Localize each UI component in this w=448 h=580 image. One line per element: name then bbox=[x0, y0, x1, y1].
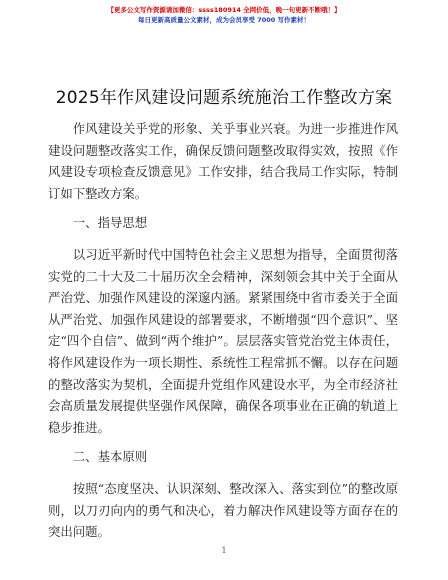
document-title: 2025年作风建设问题系统施治工作整改方案 bbox=[55, 88, 393, 108]
intro-paragraph: 作风建设关乎党的形象、关乎事业兴衰。为进一步推进作风建设问题整改落实工作，确保反馈问题整改取得实效，按照《作风建设专项检查反馈意见》工作安排，结合我局工作实际，特制订如下整改方案。 bbox=[48, 121, 398, 201]
section-heading-guiding-ideology: 一、指导思想 bbox=[72, 215, 148, 231]
document-body bbox=[48, 118, 398, 543]
section-heading-basic-principles: 二、基本原则 bbox=[72, 449, 148, 465]
promo-banner-line1: 【更多公文写作资源请加微信：ssss180914 全网价低，晚一句更新不断哦！】 bbox=[107, 6, 341, 14]
promo-banner bbox=[0, 5, 448, 25]
section-paragraph-basic-principles: 按照“态度坚决、认识深刻、整改深入、落实到位”的整改原则，以刀刃向内的勇气和决心，着力解决作风建设等方面存在的突出问题。 bbox=[48, 480, 398, 540]
page-number: 1 bbox=[221, 546, 227, 555]
section-paragraph-guiding-ideology: 以习近平新时代中国特色社会主义思想为指导，全面贯彻落实党的二十大及二十届历次全会精神，深刻领会其中关于全面从严治党、加强作风建设的深邃内涵。紧紧围绕中省市委关于全面从严治党、加强作风建设的部署要求，不断增强“四个意识”、坚定“四个自信”、做到“两个维护”。层层落实管党治党主体责任，将作风建设作为一项长期性、系统性工程常抓不懈。以存在问题的整改落实为契机，全面提升党组作风建设水平，为全市经济社会高质量发展提供坚强作风保障，确保各项事业在正确的轨道上稳步推进。 bbox=[48, 246, 398, 435]
promo-banner-line2: 每日更新高质量公文素材，成为会员享受 7000 写作素材！ bbox=[137, 16, 311, 24]
